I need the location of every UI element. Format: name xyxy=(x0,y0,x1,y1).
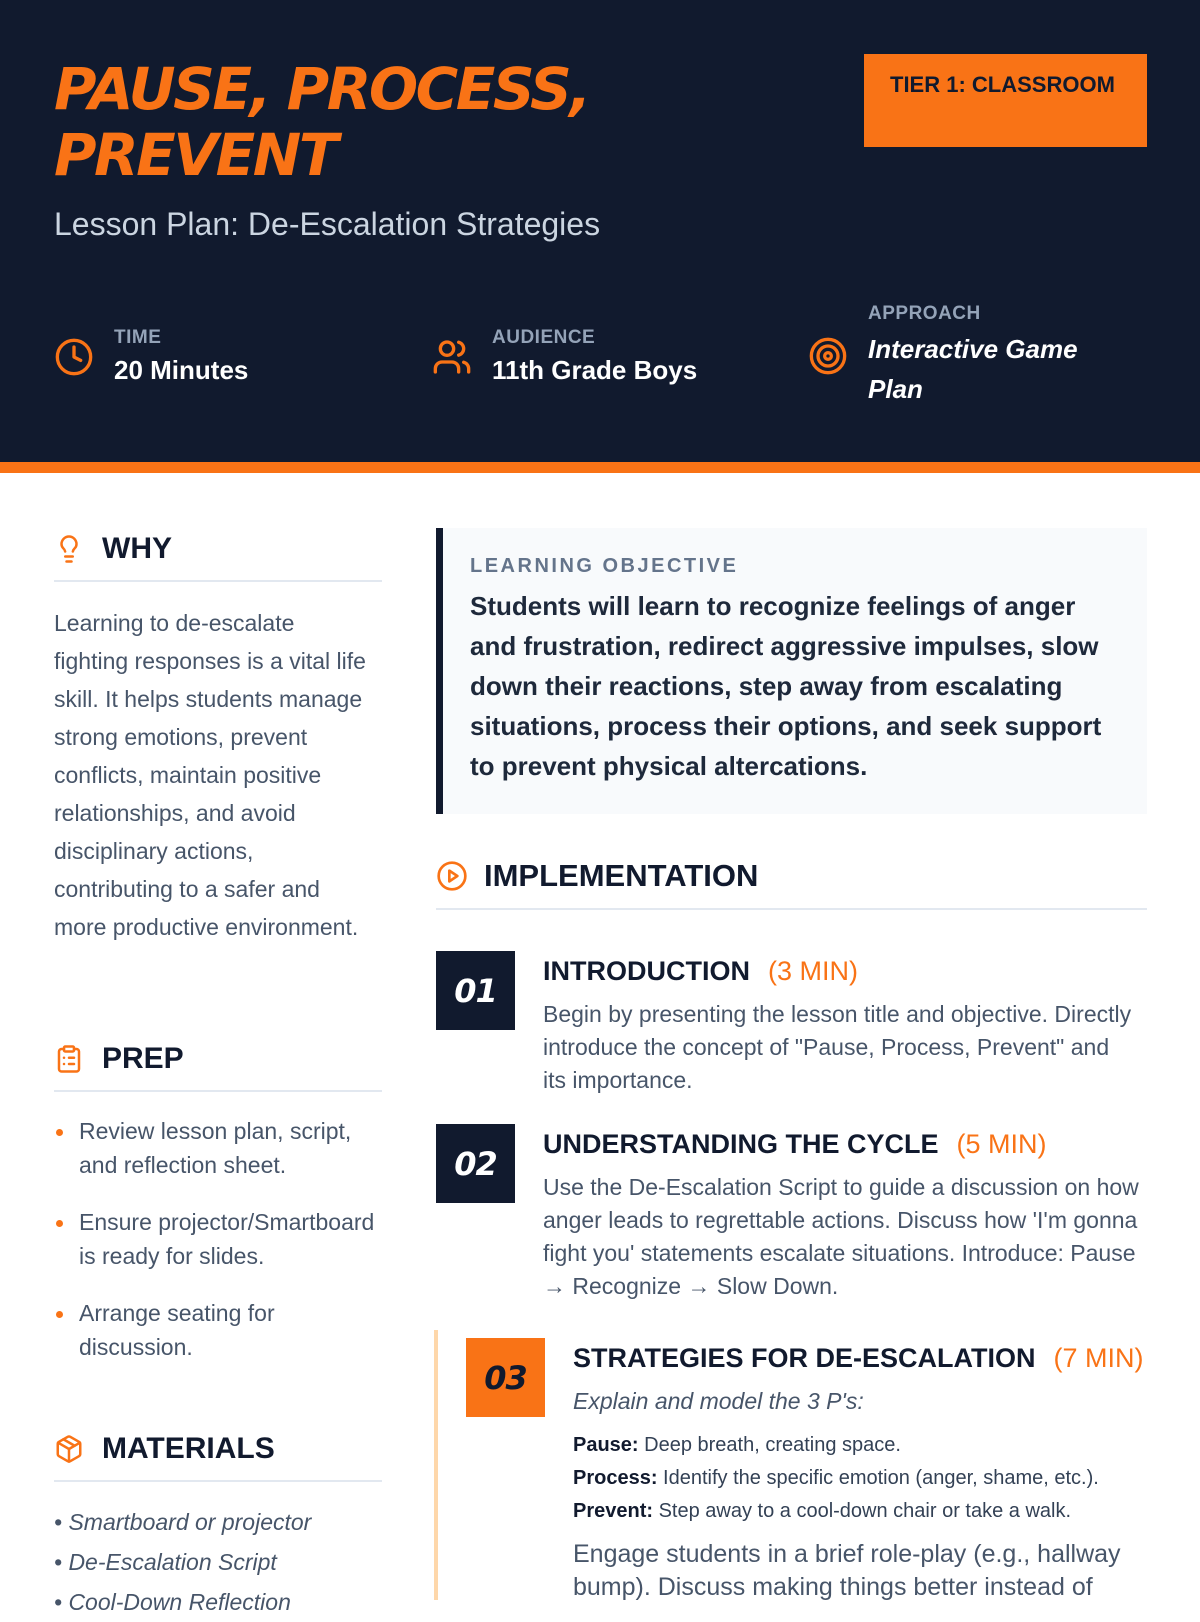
why-text: Learning to de-escalate fighting responses is a vital life skill. It helps students manage strong emotions, prevent conflicts, maintain positive relationships, and avoid disciplinary actions, contributing to a safer and more productive environment. xyxy=(54,610,366,940)
materials-item: • De-Escalation Script xyxy=(54,1549,277,1575)
prep-item: Ensure projector/Smartboard is ready for slides. xyxy=(54,1205,382,1273)
clock-icon xyxy=(54,337,94,377)
header-accent-stripe xyxy=(0,462,1200,473)
meta-audience-label: AUDIENCE xyxy=(492,327,596,348)
step-number-active: 03 xyxy=(466,1338,545,1417)
step-number: 01 xyxy=(436,951,515,1030)
meta-approach xyxy=(808,303,1128,409)
meta-time-label: TIME xyxy=(114,327,162,348)
header-banner xyxy=(0,0,1200,462)
users-icon xyxy=(432,337,472,377)
prep-item: Review lesson plan, script, and reflection sheet. xyxy=(54,1114,382,1182)
implementation-heading: IMPLEMENTATION xyxy=(484,858,759,893)
p-line-process xyxy=(573,1462,1153,1495)
step-number: 02 xyxy=(436,1124,515,1203)
objective-text: Students will learn to recognize feelings of anger and frustration, redirect aggressive impulses, slow down their reactions, step away from escalating situations, process their options, and seek support to prevent physical altercations. xyxy=(470,591,1102,781)
play-circle-icon xyxy=(436,860,468,892)
page-title: PAUSE, PROCESS, PREVENT xyxy=(54,55,589,189)
p-line-pause xyxy=(573,1429,1153,1462)
step-title-text: UNDERSTANDING THE CYCLE xyxy=(543,1129,939,1159)
meta-audience-value: 11th Grade Boys xyxy=(492,355,698,385)
prep-heading: PREP xyxy=(102,1042,184,1075)
meta-approach-label: APPROACH xyxy=(868,303,981,324)
box-icon xyxy=(54,1434,84,1464)
p-term: Process: xyxy=(573,1467,658,1489)
page-subtitle: Lesson Plan: De-Escalation Strategies xyxy=(54,206,601,242)
materials-heading: MATERIALS xyxy=(102,1432,275,1465)
step-followup: Engage students in a brief role-play (e.g., hallway bump). Discuss making things better instead of xyxy=(573,1540,1121,1601)
target-icon xyxy=(808,336,848,376)
why-section-heading xyxy=(54,532,382,582)
meta-time-value: 20 Minutes xyxy=(114,355,249,385)
p-text: Deep breath, creating space. xyxy=(638,1434,901,1456)
step-duration: (7 MIN) xyxy=(1053,1343,1144,1373)
meta-approach-value: Interactive Game Plan xyxy=(868,334,1078,404)
materials-section-heading xyxy=(54,1432,382,1482)
meta-audience xyxy=(432,327,697,387)
step-title-text: INTRODUCTION xyxy=(543,956,750,986)
tier-badge: TIER 1: CLASSROOM xyxy=(864,54,1147,147)
step-duration: (5 MIN) xyxy=(956,1129,1047,1159)
step-intro: Explain and model the 3 P's: xyxy=(573,1388,864,1414)
p-line-prevent xyxy=(573,1495,1153,1528)
materials-item: • Cool-Down Reflection xyxy=(54,1589,291,1615)
implementation-section-heading xyxy=(436,858,1147,910)
step-title xyxy=(543,955,858,987)
step-duration: (3 MIN) xyxy=(767,956,858,986)
p-term: Prevent: xyxy=(573,1500,654,1522)
step-title-text: STRATEGIES FOR DE-ESCALATION xyxy=(573,1343,1036,1373)
three-ps-list xyxy=(573,1429,1153,1528)
objective-label: LEARNING OBJECTIVE xyxy=(470,555,739,577)
p-text: Identify the specific emotion (anger, shame, etc.). xyxy=(657,1467,1099,1489)
prep-section-heading xyxy=(54,1042,382,1092)
meta-time xyxy=(54,327,248,387)
active-step-rail xyxy=(434,1330,438,1600)
p-term: Pause: xyxy=(573,1434,639,1456)
lightbulb-icon xyxy=(54,534,84,564)
learning-objective-card xyxy=(436,528,1147,814)
step-description: Use the De-Escalation Script to guide a discussion on how anger leads to regrettable actions. Discuss how 'I'm gonna fight you' statements escalate situations. Introduce: Pause → Recognize → Slow Down. xyxy=(543,1174,1139,1299)
prep-list xyxy=(54,1114,382,1387)
step-title xyxy=(573,1342,1144,1374)
step-description: Begin by presenting the lesson title and objective. Directly introduce the concept of "Pause, Process, Prevent" and its importance. xyxy=(543,1001,1132,1093)
p-text: Step away to a cool-down chair or take a walk. xyxy=(653,1500,1072,1522)
why-heading: WHY xyxy=(102,532,172,565)
materials-item: • Smartboard or projector xyxy=(54,1509,312,1535)
prep-item: Arrange seating for discussion. xyxy=(54,1296,382,1364)
clipboard-icon xyxy=(54,1044,84,1074)
materials-list xyxy=(54,1502,382,1622)
step-title xyxy=(543,1128,1047,1160)
